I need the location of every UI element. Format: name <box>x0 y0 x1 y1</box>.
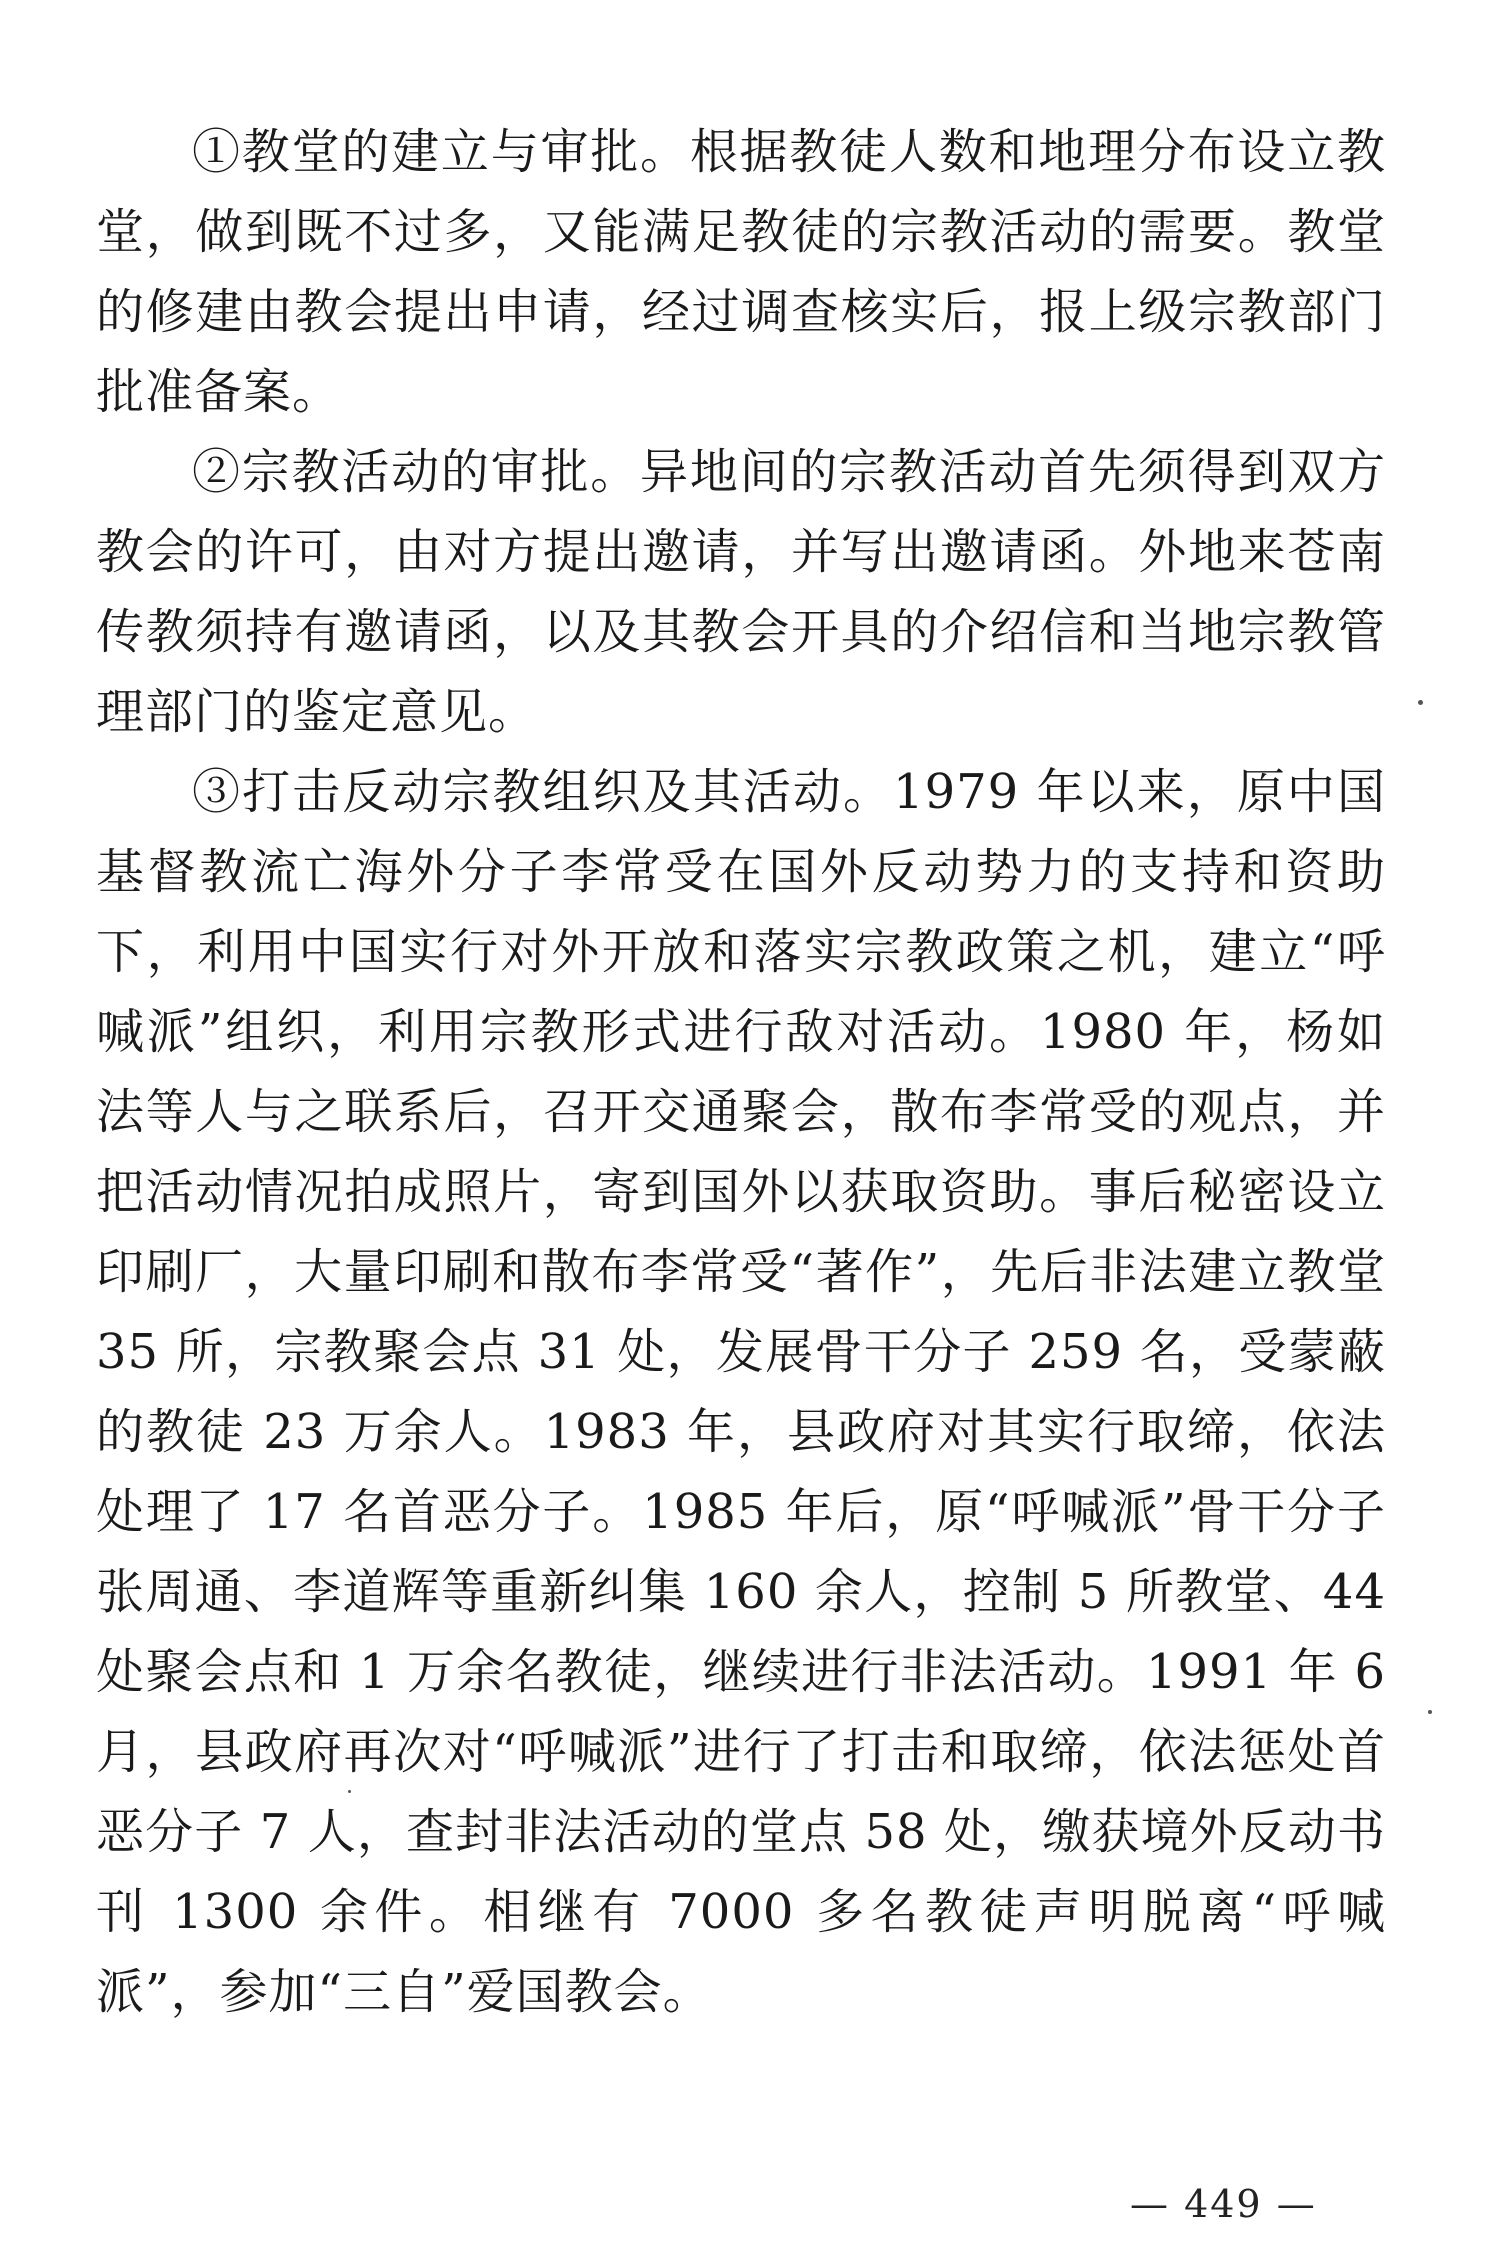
paragraph-church-establishment: ①教堂的建立与审批。根据教徒人数和地理分布设立教堂，做到既不过多，又能满足教徒的宗教活动的需要。教堂的修建由教会提出申请，经过调查核实后，报上级宗教部门批准备案。 <box>96 124 1386 420</box>
scan-speck <box>348 1790 351 1793</box>
scan-speck <box>1428 1710 1432 1714</box>
paragraph-crackdown: ③打击反动宗教组织及其活动。1979 年以来，原中国基督教流亡海外分子李常受在国外反动势力的支持和资助下，利用中国实行对外开放和落实宗教政策之机，建立“呼喊派”组织，利用宗教形式进行敌对活动。1980 年，杨如法等人与之联系后，召开交通聚会，散布李常受的观点，并把活动情况拍成照片，寄到国外以获取资助。事后秘密设立印刷厂，大量印刷和散布李常受“著作”，先后非法建立教堂 35 所，宗教聚会点 31 处，发展骨干分子 259 名，受蒙蔽的教徒 23 万余人。1983 年，县政府对其实行取缔，依法处理了 17 名首恶分子。1985 年后，原“呼喊派”骨干分子张周通、李道辉等重新纠集 160 余人，控制 5 所教堂、44 处聚会点和 1 万余名教徒，继续进行非法活动。1991 年 6 月，县政府再次对“呼喊派”进行了打击和取缔，依法惩处首恶分子 7 人，查封非法活动的堂点 58 处，缴获境外反动书刊 1300 余件。相继有 7000 多名教徒声明脱离“呼喊派”，参加“三自”爱国教会。 <box>96 764 1386 2020</box>
page-number: — 449 — <box>1130 2182 1317 2226</box>
scan-speck <box>1418 700 1423 705</box>
paragraph-activity-approval: ②宗教活动的审批。异地间的宗教活动首先须得到双方教会的许可，由对方提出邀请，并写出邀请函。外地来苍南传教须持有邀请函，以及其教会开具的介绍信和当地宗教管理部门的鉴定意见。 <box>96 444 1386 740</box>
document-body <box>96 112 1386 2032</box>
